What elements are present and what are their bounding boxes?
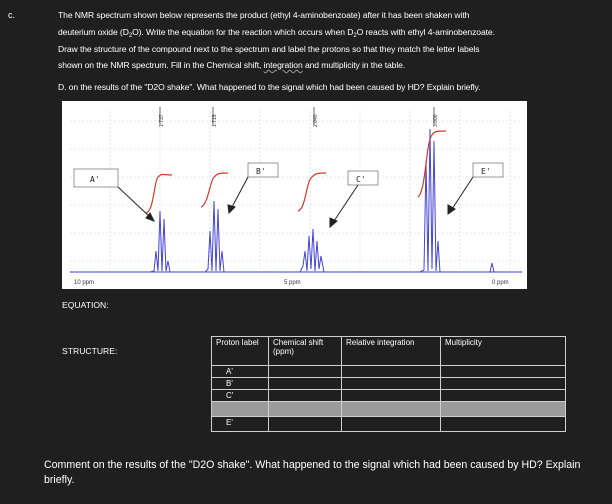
chemical-shift-cell[interactable]	[269, 366, 342, 378]
integral-3: 2.040	[313, 114, 319, 127]
integral-4: 3.000	[433, 114, 439, 127]
integration-cell[interactable]	[342, 378, 441, 390]
instruction-line-5: D. on the results of the "D2O shake". What happened to the signal which had been caused by HD? Explain briefly.	[58, 82, 481, 92]
header-chemical-shift: Chemical shift (ppm)	[269, 337, 342, 366]
chemical-shift-cell[interactable]	[269, 378, 342, 390]
integration-cell[interactable]	[342, 390, 441, 402]
table-row	[212, 402, 566, 417]
header-relative-integration: Relative integration	[342, 337, 441, 366]
integration-cell[interactable]	[342, 417, 441, 432]
proton-label-cell	[212, 402, 269, 417]
chemical-shift-cell[interactable]	[269, 390, 342, 402]
header-multiplicity: Multiplicity	[441, 337, 566, 366]
peak-label-c: C'	[356, 175, 366, 184]
multiplicity-cell	[441, 402, 566, 417]
header-proton-label: Proton label	[212, 337, 269, 366]
proton-table	[211, 336, 566, 432]
chemical-shift-cell[interactable]	[269, 417, 342, 432]
multiplicity-cell[interactable]	[441, 417, 566, 432]
peak-label-e: E'	[481, 167, 491, 176]
chemical-shift-cell	[269, 402, 342, 417]
integral-1: 1.737	[159, 114, 165, 127]
axis-label-0ppm: 0 ppm	[492, 280, 509, 286]
multiplicity-cell[interactable]	[441, 366, 566, 378]
peak-label-b: B'	[256, 167, 266, 176]
integral-2: 1.715	[212, 114, 218, 127]
table-row	[212, 390, 566, 402]
table-row	[212, 378, 566, 390]
proton-label-cell: A'	[212, 366, 269, 378]
peak-label-a: A'	[90, 175, 100, 184]
proton-label-cell: C'	[212, 390, 269, 402]
integration-cell	[342, 402, 441, 417]
proton-label-cell: B'	[212, 378, 269, 390]
table-row	[212, 366, 566, 378]
instruction-line-1: The NMR spectrum shown below represents the product (ethyl 4-aminobenzoate) after it has been shaken with	[58, 10, 470, 20]
structure-label: STRUCTURE:	[62, 346, 118, 356]
instruction-line-4: shown on the NMR spectrum. Fill in the Chemical shift, integration and multiplicity in the table.	[58, 60, 406, 70]
axis-label-10ppm: 10 ppm	[74, 280, 95, 286]
table-row	[212, 417, 566, 432]
comment-question: Comment on the results of the "D2O shake". What happened to the signal which had been caused by HD? Explain briefly.	[44, 459, 581, 486]
table-header-row	[212, 337, 566, 366]
question-label: c.	[8, 10, 16, 20]
multiplicity-cell[interactable]	[441, 390, 566, 402]
instruction-line-3: Draw the structure of the compound next to the spectrum and label the protons so that they match the letter labels	[58, 44, 480, 54]
axis-label-5ppm: 5 ppm	[284, 280, 301, 286]
integration-cell[interactable]	[342, 366, 441, 378]
proton-label-cell: E'	[212, 417, 269, 432]
equation-label: EQUATION:	[62, 300, 109, 310]
multiplicity-cell[interactable]	[441, 378, 566, 390]
nmr-spectrum-image	[62, 101, 527, 289]
instruction-line-2: deuterium oxide $(D_2O)$. Write the equation for the reaction which occurs when $D_2O$ reacts with ethyl 4-aminobenzoate.	[58, 27, 495, 39]
